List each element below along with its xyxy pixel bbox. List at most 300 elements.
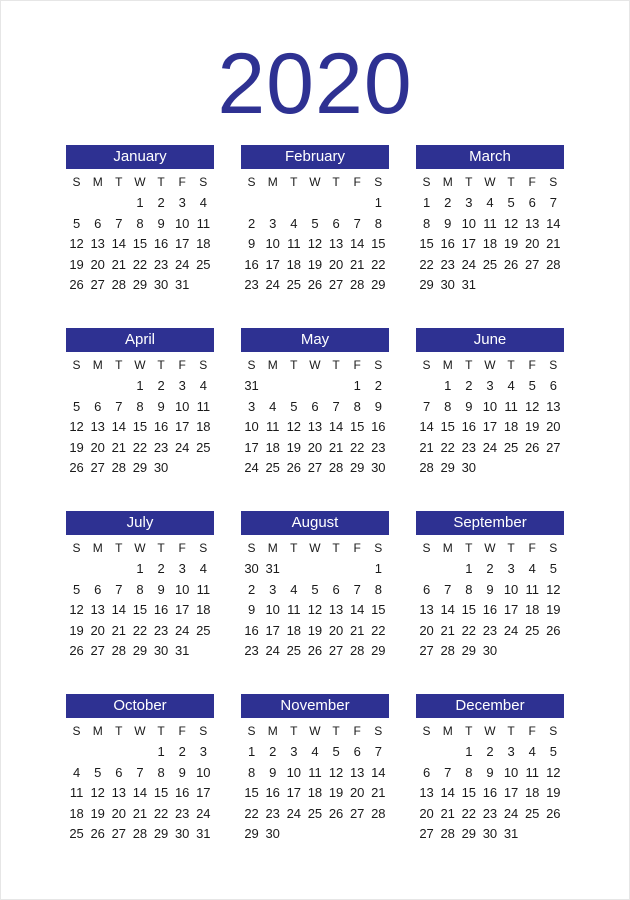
day-cell: 16 [153,602,169,617]
weekday-label: T [507,175,515,189]
day-cell: 29 [153,826,169,841]
week-row [416,193,564,214]
day-cell: 20 [90,622,105,638]
day-cell: 15 [132,236,148,251]
day-cell: 22 [371,622,386,638]
day-cell: 14 [111,236,127,251]
day-cell: 8 [136,398,144,414]
day-cell: 23 [153,622,169,638]
day-cell: 9 [374,398,382,414]
day-cell: 31 [174,643,190,658]
day-cell [326,559,347,580]
weekday-label: S [72,541,81,555]
day-cell: 12 [286,419,302,434]
weekday-label: S [199,175,208,189]
day-cell: 5 [94,764,102,780]
month-header: June [416,328,564,352]
day-cell: 18 [196,236,211,251]
weekday-label: W [484,724,496,738]
day-cell: 21 [546,236,561,251]
week-row [416,234,564,255]
day-cell: 14 [440,602,455,617]
day-cell [108,742,129,763]
month-header: December [416,694,564,718]
day-cell: 18 [196,602,211,617]
day-cell: 24 [196,805,211,821]
day-cell: 15 [440,419,455,434]
day-cell: 28 [328,460,344,475]
day-cell: 3 [486,378,494,393]
day-cell: 26 [307,277,323,292]
day-cell: 28 [546,256,561,272]
day-cell: 28 [111,460,127,475]
week-row [241,193,389,214]
day-cell: 25 [196,622,211,638]
day-cell: 11 [196,398,211,414]
weekday-label: T [465,724,473,738]
day-cell: 22 [371,256,386,272]
day-cell: 24 [286,805,302,821]
day-cell [172,458,193,479]
weekday-header-row [66,172,214,193]
day-cell: 28 [440,826,455,841]
weekday-label: S [422,358,431,372]
day-cell: 11 [265,419,280,434]
day-cell: 7 [549,195,557,210]
weekday-label: S [422,541,431,555]
day-cell: 24 [503,805,519,821]
day-cell: 6 [353,744,361,759]
day-cell [87,376,108,397]
day-cell: 3 [178,195,186,210]
week-row [416,255,564,276]
day-cell: 4 [311,744,319,759]
day-cell: 29 [461,643,477,658]
week-row [66,438,214,459]
day-cell: 1 [353,378,361,393]
day-cell [87,559,108,580]
day-cell: 21 [440,622,455,638]
weekday-label: W [134,175,146,189]
weekday-label: M [442,175,453,189]
day-cell: 19 [307,622,323,638]
day-cell: 28 [132,826,148,841]
weekday-label: S [247,724,256,738]
day-cell: 25 [503,439,519,455]
day-cell: 20 [419,805,434,821]
day-cell: 11 [69,785,84,800]
day-cell: 22 [153,805,169,821]
day-cell: 2 [486,744,494,759]
weekday-label: S [422,724,431,738]
week-row [241,214,389,235]
day-cell: 8 [444,398,452,414]
day-cell [437,742,458,763]
day-cell: 15 [371,602,386,617]
day-cell: 10 [503,581,519,597]
day-cell: 2 [374,378,382,393]
day-cell: 9 [247,602,256,617]
day-cell: 27 [111,826,127,841]
week-row [66,255,214,276]
day-cell: 9 [486,581,494,597]
day-cell: 31 [196,826,211,841]
day-cell: 10 [286,764,302,780]
day-cell [437,559,458,580]
day-cell: 12 [307,602,323,617]
month-october [66,694,214,845]
weekday-label: F [353,724,361,738]
day-cell: 13 [524,215,540,231]
week-row [66,275,214,296]
day-cell: 18 [196,419,211,434]
day-cell: 1 [374,195,382,210]
day-cell: 8 [465,764,473,780]
weekday-label: F [353,541,361,555]
day-cell: 28 [111,277,127,292]
day-cell: 5 [290,398,298,414]
day-cell [66,193,87,214]
day-cell: 3 [199,744,207,759]
day-cell: 25 [524,622,540,638]
day-cell: 13 [419,602,434,617]
day-cell: 26 [503,256,519,272]
weekday-label: T [332,541,340,555]
day-cell: 1 [444,378,452,393]
day-cell: 19 [69,622,84,638]
weekday-label: S [72,175,81,189]
week-row [416,804,564,825]
day-cell: 29 [371,643,386,658]
day-cell: 7 [332,398,340,414]
day-cell: 9 [157,581,165,597]
day-cell: 7 [353,215,361,231]
week-row [416,580,564,601]
day-cell: 16 [482,785,498,800]
day-cell: 3 [290,744,298,759]
day-cell: 15 [419,236,434,251]
day-cell: 27 [328,643,344,658]
day-cell [304,824,325,845]
day-cell: 30 [244,561,259,576]
day-cell: 16 [153,419,169,434]
day-cell: 11 [308,764,322,780]
day-cell: 24 [174,622,190,638]
day-cell [522,824,543,845]
month-header: April [66,328,214,352]
day-cell: 20 [328,256,344,272]
week-row [241,580,389,601]
week-row [416,417,564,438]
day-cell: 25 [196,439,211,455]
day-cell: 2 [486,561,494,576]
day-cell: 26 [524,439,540,455]
week-row [66,824,214,845]
day-cell: 17 [244,439,259,455]
day-cell: 13 [90,419,105,434]
day-cell: 5 [72,581,81,597]
day-cell: 26 [69,277,84,292]
day-cell: 30 [153,277,169,292]
month-header: May [241,328,389,352]
day-cell: 4 [269,398,277,414]
day-cell: 19 [524,419,540,434]
weekday-label: S [72,724,81,738]
weekday-label: M [442,724,453,738]
weekday-label: S [549,358,558,372]
day-cell: 5 [507,195,515,210]
weekday-label: M [267,358,278,372]
day-cell: 19 [307,256,323,272]
day-cell: 20 [546,419,561,434]
day-cell: 30 [153,460,169,475]
day-cell: 16 [265,785,280,800]
day-cell [193,641,214,662]
weekday-label: T [507,358,515,372]
day-cell: 23 [244,643,259,658]
day-cell: 19 [546,602,561,617]
week-row [66,193,214,214]
day-cell: 8 [465,581,473,597]
day-cell: 22 [132,439,148,455]
day-cell: 19 [328,785,344,800]
week-row [66,580,214,601]
week-row [66,376,214,397]
day-cell [543,641,564,662]
day-cell: 12 [69,236,84,251]
day-cell: 4 [199,378,207,393]
day-cell: 15 [461,602,477,617]
day-cell: 8 [353,398,361,414]
day-cell [87,193,108,214]
week-row [241,621,389,642]
day-cell [501,458,522,479]
day-cell: 23 [461,439,477,455]
week-row [416,621,564,642]
day-cell: 4 [72,764,81,780]
weekday-label: S [549,175,558,189]
day-cell: 10 [196,764,211,780]
week-row [416,438,564,459]
weekday-label: M [442,358,453,372]
day-cell: 21 [132,805,148,821]
day-cell: 21 [349,622,365,638]
day-cell: 10 [503,764,519,780]
day-cell: 23 [265,805,280,821]
day-cell: 11 [196,581,211,597]
day-cell: 14 [328,419,344,434]
day-cell: 13 [546,398,561,414]
week-row [66,641,214,662]
day-cell: 3 [269,581,277,597]
day-cell: 9 [486,764,494,780]
day-cell: 28 [111,643,127,658]
day-cell: 24 [244,460,259,475]
day-cell: 22 [244,805,259,821]
day-cell: 11 [287,602,301,617]
week-row [241,763,389,784]
month-header: October [66,694,214,718]
week-row [241,275,389,296]
weekday-header-row [66,355,214,376]
weekday-label: F [528,175,536,189]
day-cell [283,193,304,214]
day-cell: 20 [307,439,323,455]
day-cell: 9 [178,764,186,780]
day-cell: 23 [244,277,259,292]
day-cell [479,275,500,296]
day-cell: 28 [440,643,455,658]
day-cell: 15 [132,419,148,434]
weekday-label: S [374,724,383,738]
weekday-header-row [416,172,564,193]
day-cell [347,559,368,580]
day-cell: 29 [461,826,477,841]
day-cell: 27 [419,826,434,841]
day-cell: 6 [94,398,102,414]
day-cell [543,458,564,479]
day-cell: 1 [465,561,473,576]
weekday-label: T [465,175,473,189]
weekday-label: F [528,724,536,738]
weekday-label: S [374,175,383,189]
day-cell: 22 [132,622,148,638]
weekday-label: W [484,541,496,555]
week-row [241,234,389,255]
day-cell: 12 [524,398,540,414]
day-cell: 1 [465,744,473,759]
day-cell: 29 [371,277,386,292]
day-cell: 8 [136,581,144,597]
day-cell: 4 [486,195,494,210]
day-cell: 2 [157,195,165,210]
weekday-label: T [290,541,298,555]
day-cell [241,193,262,214]
day-cell: 23 [371,439,386,455]
day-cell: 7 [353,581,361,597]
day-cell: 16 [174,785,190,800]
day-cell: 14 [111,602,127,617]
day-cell [326,824,347,845]
weekday-label: M [442,541,453,555]
day-cell: 1 [136,561,144,576]
week-row [241,641,389,662]
day-cell: 3 [507,561,515,576]
day-cell: 19 [503,236,519,251]
month-april [66,328,214,479]
day-cell: 26 [90,826,105,841]
day-cell [522,641,543,662]
day-cell: 18 [482,236,498,251]
day-cell: 4 [199,561,207,576]
day-cell: 24 [482,439,498,455]
day-cell: 24 [503,622,519,638]
day-cell: 12 [69,602,84,617]
weekday-label: W [309,358,321,372]
day-cell: 6 [549,378,557,393]
day-cell: 9 [157,398,165,414]
day-cell: 19 [90,805,105,821]
month-july [66,511,214,662]
day-cell: 4 [528,561,536,576]
day-cell: 16 [461,419,477,434]
week-row [241,458,389,479]
day-cell: 21 [111,256,127,272]
weekday-label: T [157,724,165,738]
weekday-label: T [115,175,123,189]
day-cell: 2 [247,581,256,597]
day-cell: 18 [503,419,519,434]
day-cell: 10 [461,215,477,231]
day-cell [416,559,437,580]
day-cell: 15 [244,785,259,800]
day-cell: 1 [136,195,144,210]
month-november [241,694,389,845]
day-cell: 7 [115,581,123,597]
week-row [66,742,214,763]
day-cell [283,824,304,845]
weekday-header-row [241,172,389,193]
week-row [66,559,214,580]
day-cell: 17 [503,785,519,800]
day-cell: 27 [90,643,105,658]
week-row [66,763,214,784]
month-february [241,145,389,296]
day-cell: 21 [111,439,127,455]
day-cell: 24 [174,439,190,455]
day-cell: 30 [371,460,386,475]
day-cell: 22 [349,439,365,455]
day-cell: 2 [157,561,165,576]
weekday-label: M [267,541,278,555]
day-cell: 14 [349,236,365,251]
day-cell: 3 [269,215,277,231]
weekday-label: T [290,175,298,189]
day-cell: 30 [482,643,498,658]
day-cell: 16 [482,602,498,617]
weekday-label: F [353,175,361,189]
day-cell: 27 [349,805,365,821]
day-cell: 21 [349,256,365,272]
week-row [241,824,389,845]
day-cell: 21 [419,439,434,455]
day-cell: 13 [90,602,105,617]
weekday-label: T [465,358,473,372]
day-cell: 9 [157,215,165,231]
week-row [241,417,389,438]
weekday-label: W [484,175,496,189]
day-cell: 3 [465,195,473,210]
day-cell: 20 [90,256,105,272]
day-cell: 24 [265,277,280,292]
day-cell: 7 [136,764,144,780]
weekday-label: T [290,724,298,738]
day-cell: 17 [482,419,498,434]
day-cell: 12 [546,764,561,780]
day-cell: 12 [546,581,561,597]
day-cell: 15 [371,236,386,251]
day-cell: 29 [349,460,365,475]
day-cell [283,376,304,397]
day-cell [262,376,283,397]
day-cell: 2 [269,744,277,759]
day-cell: 25 [286,277,302,292]
day-cell: 23 [174,805,190,821]
day-cell: 31 [174,277,190,292]
day-cell: 29 [419,277,434,292]
day-cell: 12 [307,236,323,251]
day-cell: 30 [153,643,169,658]
